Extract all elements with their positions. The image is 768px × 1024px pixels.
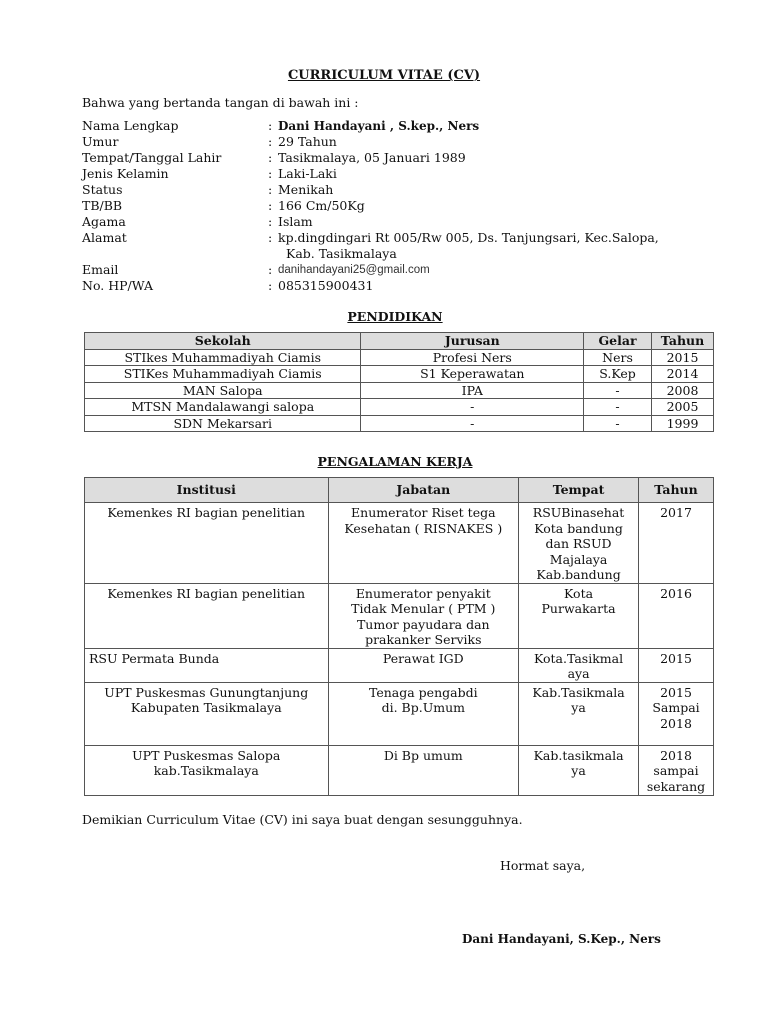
- bio-row-age: [82, 134, 722, 150]
- table-row: [85, 682, 714, 745]
- text-line: RSUBinasehat: [532, 505, 625, 520]
- bio-colon: :: [268, 262, 273, 277]
- cell-degree: -: [584, 399, 652, 416]
- cell-place: [519, 583, 639, 648]
- bio-label: Umur: [82, 134, 119, 149]
- text-line: Kab.bandung: [536, 567, 621, 582]
- cell-institution: [85, 503, 329, 584]
- text-line: Enumerator penyakit: [355, 585, 491, 601]
- text-line: prakanker Serviks: [365, 632, 482, 647]
- text-line: Kabupaten Tasikmalaya: [130, 700, 282, 715]
- table-row: [85, 415, 714, 432]
- cell-major: Profesi Ners: [361, 349, 584, 366]
- education-title: PENDIDIKAN: [347, 309, 443, 324]
- bio-row-address: [82, 230, 722, 262]
- regards-text: Hormat saya,: [500, 858, 586, 873]
- cell-degree: Ners: [584, 349, 652, 366]
- table-row: [85, 503, 714, 584]
- text-line: Kab.Tasikmala: [532, 684, 625, 700]
- bio-colon: :: [268, 182, 273, 197]
- address-line-1: kp.dingdingari Rt 005/Rw 005, Ds. Tanjungsari, Kec.Salopa,: [278, 230, 659, 245]
- bio-row-gender: [82, 166, 722, 182]
- text-line: Sampai: [652, 700, 700, 715]
- bio-row-height-weight: [82, 198, 722, 214]
- bio-value-email[interactable]: danihandayani25@gmail.com: [278, 264, 430, 276]
- text-line: 2015: [660, 650, 692, 666]
- text-line: RSU Permata Bunda: [89, 650, 220, 666]
- column-header: Jurusan: [361, 333, 584, 350]
- intro-text: Bahwa yang bertanda tangan di bawah ini :: [82, 95, 359, 110]
- cell-position: [328, 583, 519, 648]
- bio-value-phone: 085315900431: [278, 278, 374, 293]
- text-line: aya: [567, 666, 590, 681]
- cell-year: 2014: [652, 366, 714, 383]
- cell-major: IPA: [361, 382, 584, 399]
- cell-major: S1 Keperawatan: [361, 366, 584, 383]
- text-line: 2017: [660, 505, 692, 520]
- column-header: Gelar: [584, 333, 652, 350]
- bio-value-birth: Tasikmalaya, 05 Januari 1989: [278, 150, 466, 165]
- column-header: Sekolah: [85, 333, 361, 350]
- cell-school: MAN Salopa: [85, 382, 361, 399]
- bio-row-phone: [82, 278, 722, 294]
- document-title: CURRICULUM VITAE (CV): [287, 68, 481, 83]
- closing-statement: Demikian Curriculum Vitae (CV) ini saya buat dengan sesungguhnya.: [82, 812, 523, 827]
- bio-value-gender: Laki-Laki: [278, 166, 337, 181]
- cell-year: [639, 583, 714, 648]
- text-line: kab.Tasikmalaya: [153, 763, 259, 778]
- text-line: ya: [571, 763, 586, 778]
- column-header: Jabatan: [328, 478, 519, 503]
- cell-institution: [85, 648, 329, 682]
- cell-institution: [85, 682, 329, 745]
- bio-row-status: [82, 182, 722, 198]
- bio-label: Alamat: [82, 230, 127, 245]
- cell-place: [519, 682, 639, 745]
- text-line: Tumor payudara dan: [356, 616, 490, 632]
- text-line: Kota: [564, 585, 594, 601]
- cell-year: 2008: [652, 382, 714, 399]
- bio-label: Tempat/Tanggal Lahir: [82, 150, 222, 165]
- cell-year: 2015: [652, 349, 714, 366]
- bio-value-name: Dani Handayani , S.kep., Ners: [278, 119, 480, 133]
- personal-info: [82, 118, 722, 294]
- cell-institution: [85, 583, 329, 648]
- text-line: di. Bp.Umum: [381, 700, 465, 715]
- table-header-row: [85, 333, 714, 350]
- text-line: UPT Puskesmas Salopa: [132, 747, 281, 763]
- cell-place: [519, 648, 639, 682]
- column-header: Tahun: [652, 333, 714, 350]
- column-header: Tahun: [639, 478, 714, 503]
- cell-position: [328, 682, 519, 745]
- bio-colon: :: [268, 214, 273, 229]
- cell-year: 2005: [652, 399, 714, 416]
- text-line: Kemenkes RI bagian penelitian: [107, 585, 306, 601]
- text-line: sampai: [653, 763, 699, 778]
- text-line: dan RSUD: [545, 536, 612, 551]
- cell-year: 1999: [652, 415, 714, 432]
- cell-year: [639, 682, 714, 745]
- table-row: [85, 366, 714, 383]
- cell-school: STIkes Muhammadiyah Ciamis: [85, 349, 361, 366]
- bio-colon: :: [268, 230, 273, 245]
- text-line: ya: [571, 700, 586, 715]
- work-experience-table: [84, 477, 714, 796]
- bio-colon: :: [268, 134, 273, 149]
- cell-position: [328, 745, 519, 795]
- bio-colon: :: [268, 166, 273, 181]
- table-row: [85, 745, 714, 795]
- text-line: Tenaga pengabdi: [368, 684, 478, 700]
- table-row: [85, 648, 714, 682]
- cell-major: -: [361, 399, 584, 416]
- bio-label: TB/BB: [82, 198, 123, 213]
- bio-row-name: [82, 118, 722, 134]
- work-title: PENGALAMAN KERJA: [317, 454, 473, 469]
- cell-place: [519, 503, 639, 584]
- bio-colon: :: [268, 118, 273, 133]
- text-line: 2018: [660, 747, 692, 763]
- bio-row-birth: [82, 150, 722, 166]
- cell-degree: S.Kep: [584, 366, 652, 383]
- cell-year: [639, 745, 714, 795]
- cell-position: [328, 648, 519, 682]
- bio-label: Email: [82, 262, 119, 277]
- table-row: [85, 349, 714, 366]
- bio-colon: :: [268, 278, 273, 293]
- text-line: Perawat IGD: [382, 650, 464, 666]
- text-line: UPT Puskesmas Gunungtanjung: [104, 684, 309, 700]
- bio-label: Nama Lengkap: [82, 118, 179, 133]
- text-line: Enumerator Riset tega: [351, 505, 496, 520]
- bio-row-religion: [82, 214, 722, 230]
- cell-position: [328, 503, 519, 584]
- bio-value-status: Menikah: [278, 182, 334, 197]
- text-line: Majalaya: [549, 551, 608, 567]
- table-row: [85, 399, 714, 416]
- text-line: 2018: [660, 715, 692, 731]
- cell-year: [639, 648, 714, 682]
- text-line: 2016: [660, 585, 692, 601]
- bio-value-age: 29 Tahun: [278, 134, 337, 149]
- text-line: Tidak Menular ( PTM ): [351, 601, 496, 616]
- table-row: [85, 583, 714, 648]
- address-line-2: Kab. Tasikmalaya: [286, 246, 397, 261]
- signer-name: Dani Handayani, S.Kep., Ners: [462, 932, 661, 946]
- text-line: Kesehatan ( RISNAKES ): [344, 520, 503, 536]
- education-table: [84, 332, 714, 432]
- text-line: 2015: [660, 684, 692, 700]
- bio-label: Agama: [82, 214, 126, 229]
- cell-major: -: [361, 415, 584, 432]
- text-line: sekarang: [646, 778, 706, 794]
- cell-place: [519, 745, 639, 795]
- cell-institution: [85, 745, 329, 795]
- bio-value-address: [278, 230, 722, 262]
- bio-label: No. HP/WA: [82, 278, 153, 293]
- bio-label: Jenis Kelamin: [82, 166, 169, 181]
- bio-value-height-weight: 166 Cm/50Kg: [278, 198, 365, 213]
- cell-degree: -: [584, 382, 652, 399]
- cell-school: MTSN Mandalawangi salopa: [85, 399, 361, 416]
- bio-colon: :: [268, 198, 273, 213]
- cell-school: SDN Mekarsari: [85, 415, 361, 432]
- bio-row-email: [82, 262, 722, 278]
- bio-label: Status: [82, 182, 123, 197]
- column-header: Tempat: [519, 478, 639, 503]
- cell-degree: -: [584, 415, 652, 432]
- cell-school: STIKes Muhammadiyah Ciamis: [85, 366, 361, 383]
- table-header-row: [85, 478, 714, 503]
- bio-colon: :: [268, 150, 273, 165]
- text-line: Kota.Tasikmal: [534, 650, 624, 666]
- text-line: Kemenkes RI bagian penelitian: [107, 505, 306, 520]
- table-row: [85, 382, 714, 399]
- column-header: Institusi: [85, 478, 329, 503]
- text-line: Purwakarta: [541, 601, 616, 616]
- text-line: Kota bandung: [534, 520, 623, 536]
- text-line: Di Bp umum: [383, 747, 463, 763]
- bio-value-religion: Islam: [278, 214, 313, 229]
- cell-year: [639, 503, 714, 584]
- text-line: Kab.tasikmala: [533, 747, 624, 763]
